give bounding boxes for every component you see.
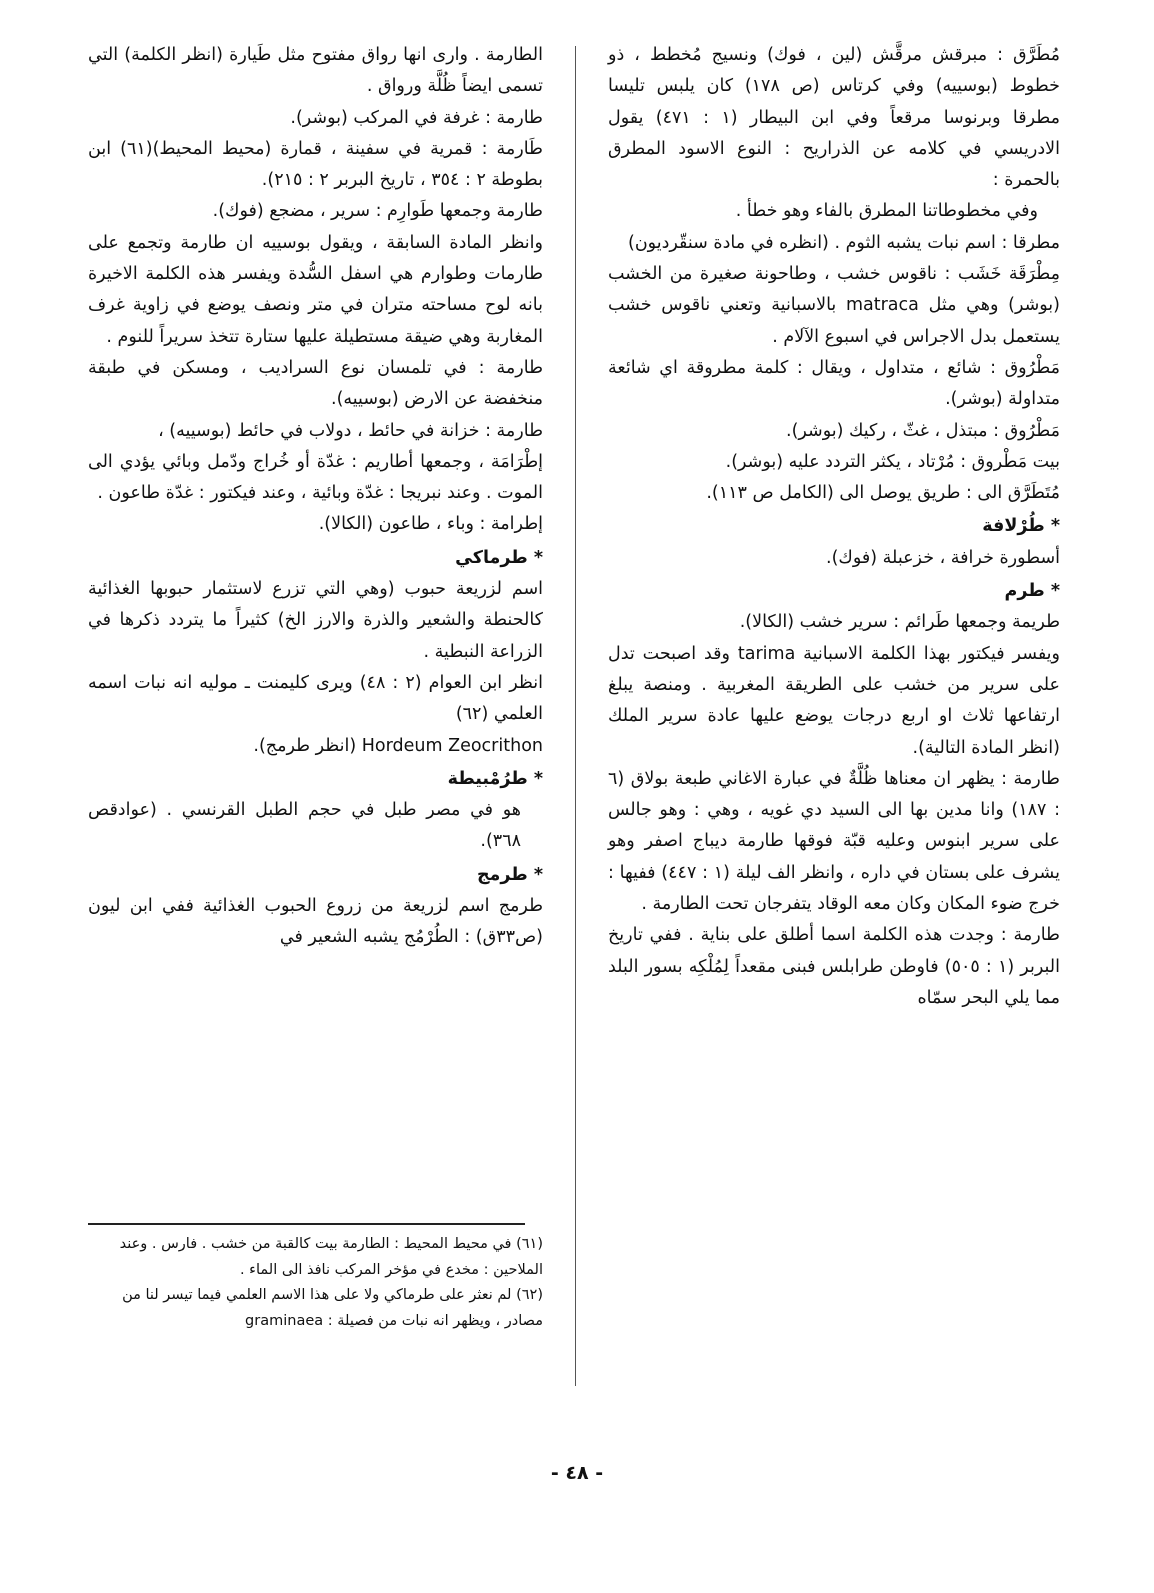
entry-tarima-zulla: طارمة : يظهر ان معناها ظُلَّةٌ في عبارة الاغاني طبعة بولاق (٦ : ١٨٧) وانا مدين بها الى السيد دي غويه ، وهي : وهو جالس على سرير ابنوس وعليه قبّة فوقها طارمة ديباج اصفر وهو يشرف على بستان في داره ، وانظر الف ليلة (١ : ٤٤٧) ففيها : خرج ضوء المكان وكان معه الوقاد يتفرجان تحت الطارمة . [608,768,1060,915]
entry-tarima-qamariyya: طَارمة : قمرية في سفينة ، قمارة (محيط المحيط)(٦١) ابن بطوطة ٢ : ٣٥٤ ، تاريخ البربر ٢ : ٢١٥). [88,138,543,191]
entry-itrama: إطْرَامَة ، وجمعها أطاريم : غدّة أو خُراج ودّمل وبائي يؤدي الى الموت . وعند نبريجا : غدّة وبائية ، وعند فيكتور : غدّة طاعون . [88,451,543,504]
entry-turumbita: هو في مصر طبل في حجم الطبل القرنسي . (عوادقص ٣٦٨). [88,800,521,852]
footnote-rule [88,1223,525,1225]
heading-tarm: * طرم [1004,581,1060,602]
entry-tarima-tawarim: طارمة وجمعها طَوارِم : سرير ، مضجع (فوك). [212,201,543,222]
entry-turlafa: أسطورة خرافة ، خزعبلة (فوك). [826,547,1060,568]
footnote-61: (٦١) في محيط المحيط : الطارمة بيت كالقبة من خشب . فارس . وعند الملاحين : مخدع في مؤخر المركب نافذ الى الماء . [119,1236,543,1278]
footnote-62: (٦٢) لم نعثر على طرماكي ولا على هذا الاسم العلمي فيما تيسر لنا من مصادر ، ويظهر انه نبات من فصيلة : graminaea [122,1287,543,1329]
entry-tarima-sudda: وانظر المادة السابقة ، ويقول بوسييه ان طارمة وتجمع على طارمات وطوارم هي اسفل السُّدة ويفسر هذه الكلمة الاخيرة بانه لوح مساحته متران في متر ونصف يوضع في زاوية غرف المغاربة وهي ضيقة مستطيلة عليها ستارة تتخذ سريراً للنوم . [88,232,543,347]
entry-mutarraq: مُطَرَّق : مبرقش مرقَّش (لين ، فوك) ونسيج مُخطط ، ذو خطوط (بوسييه) وفي كرتاس (ص ١٧٨) كان يلبس تليسا مطرقا وبرنوسا مرقعاً وفي ابن البيطار (١ : ٤٧١) يقول الادريسي في كلامه عن الذراريح : النوع الاسود المطرق بالحمرة : [608,45,1060,191]
entry-bayt-matruq: بيت مَطْروق : مُرْتاد ، يكثر التردد عليه (بوشر). [725,451,1060,472]
entry-al-tarima: الطارمة . وارى انها رواق مفتوح مثل طَيارة (انظر الكلمة) التي تسمى ايضاً ظُلَّة ورواق . [88,45,543,97]
entry-tarima-bina: طارمة : وجدت هذه الكلمة اسما أطلق على بناية . ففي تاريخ البربر (١ : ٥٠٥) فاوطن طرابلس فبنى مقعداً لِمُلْكِه بسور البلد مما يلي البحر سمّاه [608,925,1060,1008]
entry-mutraqa: مطرقا : اسم نبات يشبه الثوم . (انظره في مادة سنقّرديون) [628,232,1060,253]
entry-mitraqat-khashab: مِطْرَقَة خَشَب : ناقوس خشب ، وطاحونة صغيرة من الخشب (بوشر) وهي مثل matraca بالاسبانية وتعني ناقوس خشب يستعمل بدل الاجراس في اسبوع الآلام . [608,264,1060,347]
entry-matruq-1: مَطْرُوق : شائع ، متداول ، ويقال : كلمة مطروقة اي شائعة متداولة (بوشر). [608,357,1060,410]
entry-tarmaki: اسم لزريعة حبوب (وهي التي تزرع لاستثمار حبوبها الغذائية كالحنطة والشعير والذرة والارز الخ) كثيراً ما يتردد ذكرها في الزراعة النبطية . [88,579,543,662]
entry-mutatarraq: مُتَطَرَّق الى : طريق يوصل الى (الكامل ص ١١٣). [706,483,1060,504]
footnotes [88,1232,543,1334]
entry-tarmaki-ibn-awwam: انظر ابن العوام (٢ : ٤٨) ويرى كليمنت ـ موليه انه نبات اسمه العلمي (٦٢) [88,672,543,725]
entry-itrama-waba: إطرامة : وباء ، طاعون (الكالا). [318,514,543,535]
heading-turlafa: * طُرْلافة [982,516,1060,537]
page-number: - ٤٨ - [550,1462,604,1484]
heading-turumbita: * طرُمْبيطة [447,768,543,789]
entry-note-mutarraq: وفي مخطوطاتنا المطرق بالفاء وهو خطأ . [735,201,1038,222]
heading-tarmaj: * طرمج [476,864,543,885]
entry-tarmaj: طرمج اسم لزريعة من زروع الحبوب الغذائية ففي ابن ليون (ص٣٣ق) : الطُرْمُج يشبه الشعير في [88,896,543,948]
column-divider [575,46,576,1386]
heading-tarmaki: * طرماكي [455,547,543,568]
entry-tarima-khizana: طارمة : خزانة في حائط ، دولاب في حائط (بوسييه) ، [158,420,543,441]
right-column [608,40,1060,1014]
entry-matruq-2: مَطْرُوق : مبتذل ، غثّ ، ركيك (بوشر). [786,420,1060,441]
entry-tarima-tilimsan: طارمة : في تلمسان نوع السراديب ، ومسكن في طبقة منخفضة عن الارض (بوسييه). [88,357,543,410]
entry-tarima-victor: ويفسر فيكتور بهذا الكلمة الاسبانية tarima وقد اصبحت تدل على سرير من خشب على الطريقة المغربية . ومنصة يبلغ ارتفاعها ثلاث او اربع درجات يوضع عليها عادة سرير الملك (انظر المادة التالية). [608,643,1060,758]
entry-tarima: طريمة وجمعها طَرائم : سرير خشب (الكالا). [739,612,1060,633]
left-column [88,40,543,954]
entry-tarima-ghurfa: طارمة : غرفة في المركب (بوشر). [290,107,543,128]
entry-hordeum: Hordeum Zeocrithon (انظر طرمج). [253,735,543,756]
